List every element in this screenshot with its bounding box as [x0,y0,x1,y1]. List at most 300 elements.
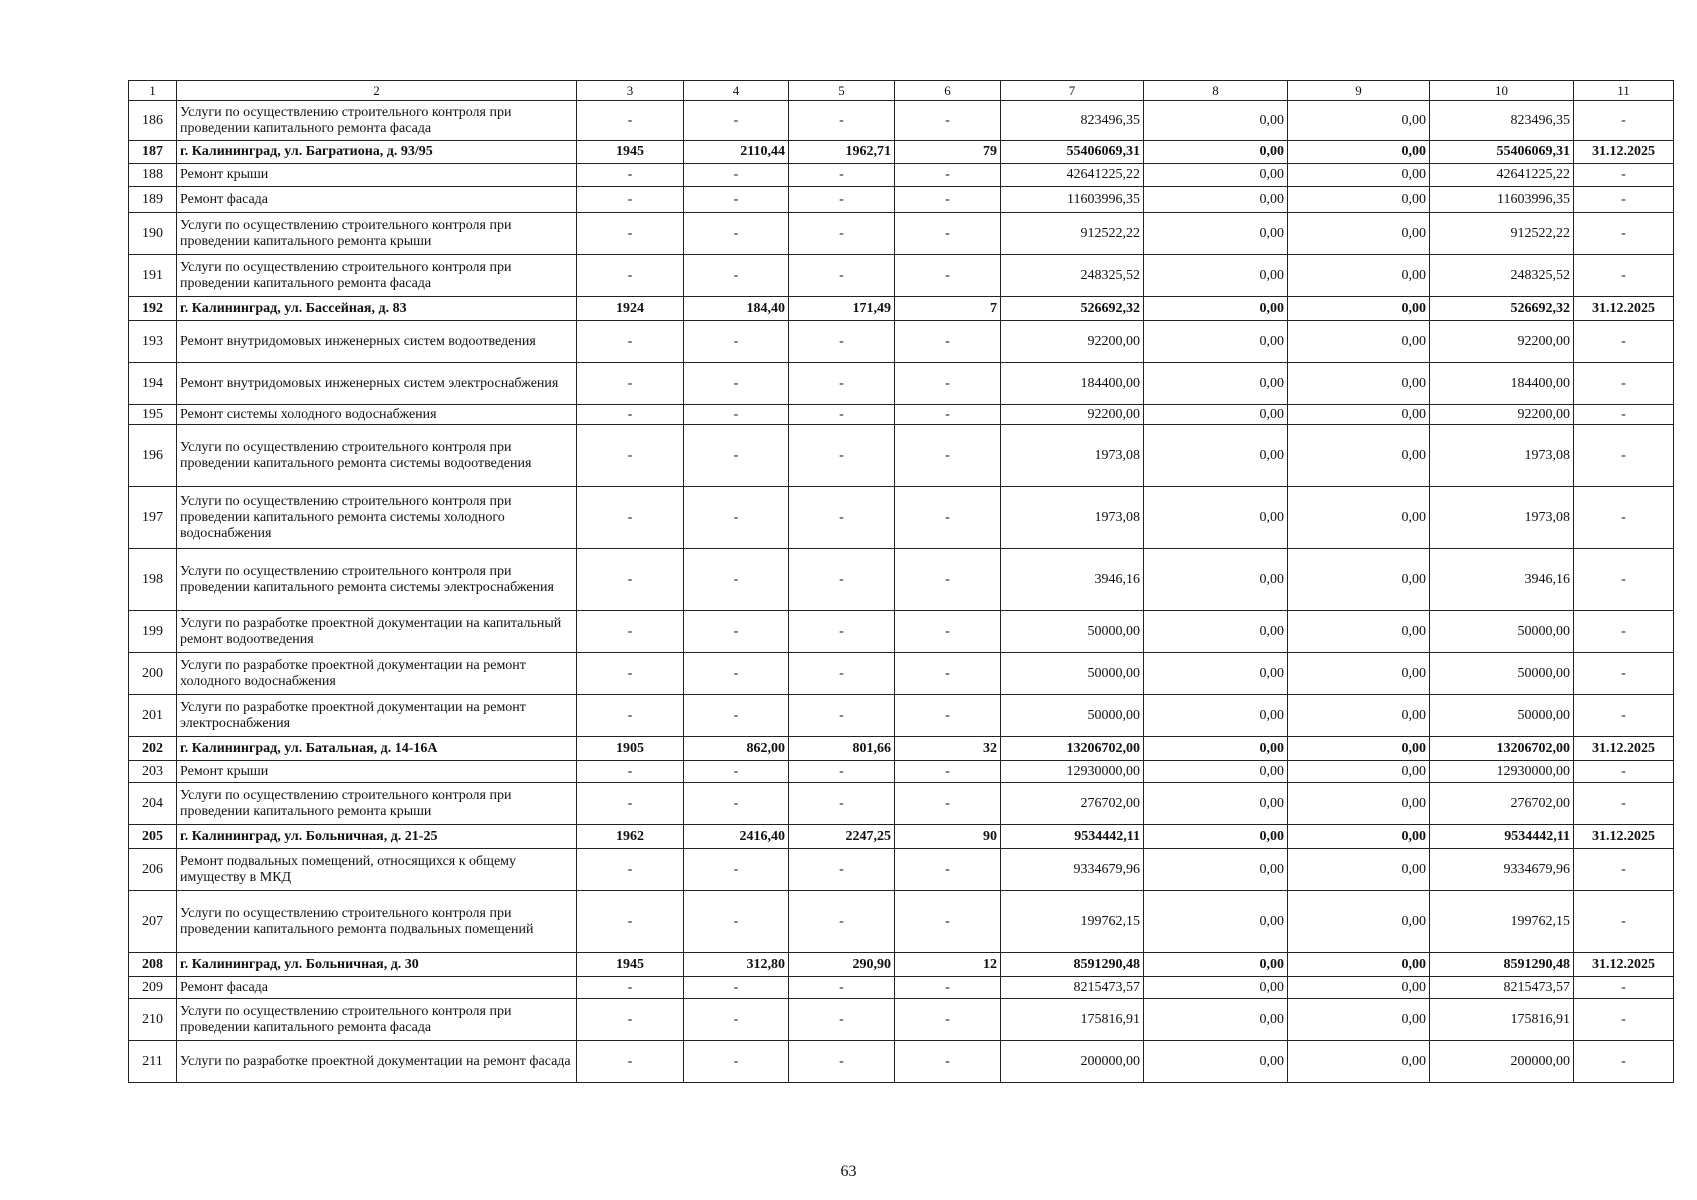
col-10-cell: 13206702,00 [1430,737,1574,761]
col-7-cell: 8591290,48 [1001,953,1144,977]
col-7-cell: 8215473,57 [1001,977,1144,999]
col-11-cell: - [1574,164,1674,187]
col-7-cell: 823496,35 [1001,101,1144,141]
col-6-cell: - [895,611,1001,653]
col-4-cell: - [684,487,789,549]
col-9-cell: 0,00 [1288,825,1430,849]
col-5-cell: - [789,101,895,141]
col-5-cell: - [789,977,895,999]
header-cell: 5 [789,81,895,101]
row-description: Услуги по осуществлению строительного контроля при проведении капитального ремонта крыши [177,783,577,825]
row-description: Ремонт системы холодного водоснабжения [177,405,577,425]
col-3-cell: - [577,783,684,825]
col-3-cell: 1905 [577,737,684,761]
col-8-cell: 0,00 [1144,761,1288,783]
header-cell: 2 [177,81,577,101]
col-11-cell: - [1574,425,1674,487]
col-4-cell: 312,80 [684,953,789,977]
col-7-cell: 199762,15 [1001,891,1144,953]
col-3-cell: 1962 [577,825,684,849]
col-7-cell: 9334679,96 [1001,849,1144,891]
col-3-cell: - [577,321,684,363]
col-7-cell: 55406069,31 [1001,141,1144,164]
row-number: 200 [129,653,177,695]
col-6-cell: - [895,891,1001,953]
col-3-cell: - [577,761,684,783]
table-row [129,761,1674,783]
col-7-cell: 92200,00 [1001,321,1144,363]
row-number: 209 [129,977,177,999]
col-11-cell: 31.12.2025 [1574,953,1674,977]
col-3-cell: - [577,549,684,611]
row-number: 208 [129,953,177,977]
col-11-cell: - [1574,487,1674,549]
col-8-cell: 0,00 [1144,611,1288,653]
col-3-cell: 1924 [577,297,684,321]
table-row [129,425,1674,487]
table-row [129,1041,1674,1083]
table-row [129,999,1674,1041]
col-5-cell: - [789,783,895,825]
table-body [129,81,1674,1083]
col-5-cell: - [789,425,895,487]
col-8-cell: 0,00 [1144,297,1288,321]
col-11-cell: - [1574,549,1674,611]
header-cell: 10 [1430,81,1574,101]
header-cell: 9 [1288,81,1430,101]
row-description: г. Калининград, ул. Бассейная, д. 83 [177,297,577,321]
col-9-cell: 0,00 [1288,213,1430,255]
col-10-cell: 912522,22 [1430,213,1574,255]
header-cell: 3 [577,81,684,101]
col-11-cell: - [1574,405,1674,425]
col-10-cell: 11603996,35 [1430,187,1574,213]
col-7-cell: 13206702,00 [1001,737,1144,761]
col-8-cell: 0,00 [1144,891,1288,953]
row-number: 193 [129,321,177,363]
col-6-cell: - [895,977,1001,999]
col-11-cell: - [1574,187,1674,213]
col-4-cell: - [684,891,789,953]
header-cell: 1 [129,81,177,101]
row-number: 206 [129,849,177,891]
row-number: 190 [129,213,177,255]
row-number: 202 [129,737,177,761]
col-8-cell: 0,00 [1144,101,1288,141]
col-3-cell: - [577,101,684,141]
row-description: Услуги по осуществлению строительного контроля при проведении капитального ремонта системы электроснабжения [177,549,577,611]
col-3-cell: - [577,487,684,549]
row-description: г. Калининград, ул. Багратиона, д. 93/95 [177,141,577,164]
col-10-cell: 175816,91 [1430,999,1574,1041]
table-row [129,695,1674,737]
col-3-cell: - [577,425,684,487]
row-description: Услуги по разработке проектной документации на ремонт электроснабжения [177,695,577,737]
row-description: Услуги по разработке проектной документации на ремонт фасада [177,1041,577,1083]
col-9-cell: 0,00 [1288,405,1430,425]
row-number: 203 [129,761,177,783]
row-number: 205 [129,825,177,849]
col-11-cell: - [1574,363,1674,405]
col-4-cell: - [684,1041,789,1083]
table-row [129,321,1674,363]
col-7-cell: 526692,32 [1001,297,1144,321]
col-3-cell: - [577,164,684,187]
col-9-cell: 0,00 [1288,695,1430,737]
row-number: 198 [129,549,177,611]
row-number: 207 [129,891,177,953]
col-9-cell: 0,00 [1288,101,1430,141]
col-9-cell: 0,00 [1288,999,1430,1041]
col-9-cell: 0,00 [1288,1041,1430,1083]
col-11-cell: - [1574,653,1674,695]
col-11-cell: 31.12.2025 [1574,297,1674,321]
col-10-cell: 50000,00 [1430,653,1574,695]
col-8-cell: 0,00 [1144,849,1288,891]
col-8-cell: 0,00 [1144,953,1288,977]
col-7-cell: 42641225,22 [1001,164,1144,187]
col-4-cell: - [684,653,789,695]
row-number: 189 [129,187,177,213]
col-5-cell: - [789,891,895,953]
col-6-cell: - [895,549,1001,611]
col-7-cell: 200000,00 [1001,1041,1144,1083]
col-9-cell: 0,00 [1288,953,1430,977]
row-description: Услуги по осуществлению строительного контроля при проведении капитального ремонта подвальных помещений [177,891,577,953]
row-description: Ремонт крыши [177,761,577,783]
col-10-cell: 50000,00 [1430,695,1574,737]
col-10-cell: 50000,00 [1430,611,1574,653]
col-4-cell: - [684,611,789,653]
row-description: Ремонт внутридомовых инженерных систем водоотведения [177,321,577,363]
col-11-cell: - [1574,321,1674,363]
col-9-cell: 0,00 [1288,297,1430,321]
col-4-cell: - [684,549,789,611]
row-description: Услуги по осуществлению строительного контроля при проведении капитального ремонта фасада [177,255,577,297]
col-6-cell: - [895,101,1001,141]
row-description: г. Калининград, ул. Батальная, д. 14-16А [177,737,577,761]
col-9-cell: 0,00 [1288,363,1430,405]
address-row [129,825,1674,849]
col-5-cell: 171,49 [789,297,895,321]
col-9-cell: 0,00 [1288,141,1430,164]
col-10-cell: 199762,15 [1430,891,1574,953]
row-description: Ремонт фасада [177,977,577,999]
col-6-cell: - [895,405,1001,425]
col-6-cell: - [895,213,1001,255]
table-row [129,891,1674,953]
col-4-cell: 2110,44 [684,141,789,164]
row-number: 204 [129,783,177,825]
row-number: 195 [129,405,177,425]
col-7-cell: 1973,08 [1001,425,1144,487]
col-3-cell: - [577,695,684,737]
row-description: Ремонт фасада [177,187,577,213]
col-10-cell: 823496,35 [1430,101,1574,141]
col-6-cell: - [895,164,1001,187]
col-5-cell: - [789,363,895,405]
col-10-cell: 9334679,96 [1430,849,1574,891]
col-9-cell: 0,00 [1288,549,1430,611]
table-row [129,101,1674,141]
col-11-cell: - [1574,999,1674,1041]
col-4-cell: - [684,164,789,187]
header-cell: 11 [1574,81,1674,101]
col-8-cell: 0,00 [1144,825,1288,849]
col-10-cell: 200000,00 [1430,1041,1574,1083]
col-3-cell: - [577,213,684,255]
col-7-cell: 248325,52 [1001,255,1144,297]
col-3-cell: 1945 [577,953,684,977]
col-3-cell: - [577,977,684,999]
col-9-cell: 0,00 [1288,487,1430,549]
col-4-cell: 184,40 [684,297,789,321]
row-description: Услуги по разработке проектной документации на ремонт холодного водоснабжения [177,653,577,695]
col-8-cell: 0,00 [1144,1041,1288,1083]
col-9-cell: 0,00 [1288,255,1430,297]
col-4-cell: - [684,977,789,999]
col-7-cell: 175816,91 [1001,999,1144,1041]
col-11-cell: 31.12.2025 [1574,737,1674,761]
col-7-cell: 276702,00 [1001,783,1144,825]
col-11-cell: - [1574,849,1674,891]
col-3-cell: - [577,611,684,653]
header-cell: 6 [895,81,1001,101]
col-8-cell: 0,00 [1144,363,1288,405]
col-5-cell: - [789,187,895,213]
row-description: г. Калининград, ул. Больничная, д. 30 [177,953,577,977]
col-5-cell: 801,66 [789,737,895,761]
row-number: 210 [129,999,177,1041]
table-row [129,405,1674,425]
col-10-cell: 276702,00 [1430,783,1574,825]
col-3-cell: - [577,1041,684,1083]
row-description: Ремонт внутридомовых инженерных систем электроснабжения [177,363,577,405]
col-9-cell: 0,00 [1288,611,1430,653]
col-6-cell: 79 [895,141,1001,164]
table-row [129,487,1674,549]
table-row [129,255,1674,297]
col-5-cell: 290,90 [789,953,895,977]
col-11-cell: - [1574,213,1674,255]
col-4-cell: - [684,321,789,363]
col-9-cell: 0,00 [1288,783,1430,825]
col-4-cell: - [684,425,789,487]
col-4-cell: - [684,187,789,213]
col-7-cell: 1973,08 [1001,487,1144,549]
col-10-cell: 8215473,57 [1430,977,1574,999]
col-3-cell: 1945 [577,141,684,164]
col-6-cell: 7 [895,297,1001,321]
col-3-cell: - [577,187,684,213]
col-8-cell: 0,00 [1144,783,1288,825]
table-row [129,363,1674,405]
table-row [129,653,1674,695]
col-5-cell: - [789,213,895,255]
col-5-cell: - [789,999,895,1041]
col-8-cell: 0,00 [1144,977,1288,999]
col-6-cell: - [895,783,1001,825]
col-4-cell: - [684,363,789,405]
address-row [129,141,1674,164]
col-10-cell: 12930000,00 [1430,761,1574,783]
col-10-cell: 92200,00 [1430,321,1574,363]
col-8-cell: 0,00 [1144,405,1288,425]
col-6-cell: 90 [895,825,1001,849]
col-8-cell: 0,00 [1144,549,1288,611]
table-row [129,164,1674,187]
table-row [129,977,1674,999]
row-number: 211 [129,1041,177,1083]
col-6-cell: - [895,255,1001,297]
col-10-cell: 1973,08 [1430,487,1574,549]
col-11-cell: - [1574,101,1674,141]
col-7-cell: 912522,22 [1001,213,1144,255]
col-5-cell: - [789,1041,895,1083]
col-3-cell: - [577,653,684,695]
col-5-cell: - [789,849,895,891]
row-description: Услуги по разработке проектной документации на капитальный ремонт водоотведения [177,611,577,653]
col-8-cell: 0,00 [1144,321,1288,363]
col-8-cell: 0,00 [1144,999,1288,1041]
col-3-cell: - [577,363,684,405]
col-5-cell: - [789,321,895,363]
col-10-cell: 3946,16 [1430,549,1574,611]
col-8-cell: 0,00 [1144,425,1288,487]
row-number: 188 [129,164,177,187]
column-number-header [129,81,1674,101]
col-11-cell: 31.12.2025 [1574,825,1674,849]
col-3-cell: - [577,405,684,425]
col-5-cell: - [789,653,895,695]
col-8-cell: 0,00 [1144,141,1288,164]
col-7-cell: 50000,00 [1001,695,1144,737]
col-7-cell: 184400,00 [1001,363,1144,405]
col-6-cell: - [895,695,1001,737]
col-10-cell: 92200,00 [1430,405,1574,425]
col-10-cell: 1973,08 [1430,425,1574,487]
col-4-cell: - [684,695,789,737]
col-6-cell: - [895,363,1001,405]
row-description: Ремонт крыши [177,164,577,187]
header-cell: 4 [684,81,789,101]
page-number: 63 [840,1163,857,1180]
col-8-cell: 0,00 [1144,695,1288,737]
col-7-cell: 92200,00 [1001,405,1144,425]
row-number: 194 [129,363,177,405]
address-row [129,297,1674,321]
header-cell: 7 [1001,81,1144,101]
row-description: Услуги по осуществлению строительного контроля при проведении капитального ремонта системы холодного водоснабжения [177,487,577,549]
col-6-cell: - [895,187,1001,213]
col-9-cell: 0,00 [1288,761,1430,783]
col-7-cell: 3946,16 [1001,549,1144,611]
col-9-cell: 0,00 [1288,737,1430,761]
col-4-cell: - [684,101,789,141]
col-8-cell: 0,00 [1144,187,1288,213]
col-6-cell: 12 [895,953,1001,977]
row-number: 187 [129,141,177,164]
col-7-cell: 11603996,35 [1001,187,1144,213]
col-8-cell: 0,00 [1144,213,1288,255]
row-number: 201 [129,695,177,737]
col-10-cell: 42641225,22 [1430,164,1574,187]
address-row [129,953,1674,977]
col-3-cell: - [577,999,684,1041]
table-row [129,783,1674,825]
col-6-cell: - [895,425,1001,487]
row-description: г. Калининград, ул. Больничная, д. 21-25 [177,825,577,849]
col-10-cell: 526692,32 [1430,297,1574,321]
col-4-cell: - [684,255,789,297]
row-description: Ремонт подвальных помещений, относящихся к общему имуществу в МКД [177,849,577,891]
col-5-cell: - [789,405,895,425]
table-row [129,611,1674,653]
col-11-cell: - [1574,761,1674,783]
col-10-cell: 9534442,11 [1430,825,1574,849]
col-9-cell: 0,00 [1288,425,1430,487]
col-4-cell: - [684,213,789,255]
col-7-cell: 50000,00 [1001,653,1144,695]
col-11-cell: 31.12.2025 [1574,141,1674,164]
col-4-cell: 2416,40 [684,825,789,849]
col-6-cell: - [895,849,1001,891]
header-cell: 8 [1144,81,1288,101]
col-3-cell: - [577,891,684,953]
col-6-cell: - [895,487,1001,549]
col-6-cell: - [895,761,1001,783]
capital-repair-table [128,80,1674,1083]
col-5-cell: - [789,549,895,611]
col-5-cell: - [789,487,895,549]
col-10-cell: 248325,52 [1430,255,1574,297]
col-11-cell: - [1574,255,1674,297]
col-5-cell: - [789,164,895,187]
col-5-cell: - [789,761,895,783]
col-9-cell: 0,00 [1288,977,1430,999]
col-10-cell: 8591290,48 [1430,953,1574,977]
row-number: 192 [129,297,177,321]
col-5-cell: 2247,25 [789,825,895,849]
address-row [129,737,1674,761]
col-5-cell: - [789,255,895,297]
col-3-cell: - [577,849,684,891]
col-11-cell: - [1574,695,1674,737]
col-4-cell: - [684,999,789,1041]
table-row [129,187,1674,213]
col-8-cell: 0,00 [1144,255,1288,297]
row-description: Услуги по осуществлению строительного контроля при проведении капитального ремонта системы водоотведения [177,425,577,487]
col-3-cell: - [577,255,684,297]
row-description: Услуги по осуществлению строительного контроля при проведении капитального ремонта крыши [177,213,577,255]
col-4-cell: - [684,405,789,425]
col-9-cell: 0,00 [1288,653,1430,695]
row-description: Услуги по осуществлению строительного контроля при проведении капитального ремонта фасада [177,101,577,141]
col-4-cell: - [684,783,789,825]
table-row [129,213,1674,255]
col-8-cell: 0,00 [1144,487,1288,549]
col-8-cell: 0,00 [1144,737,1288,761]
table-row [129,549,1674,611]
col-9-cell: 0,00 [1288,164,1430,187]
col-4-cell: - [684,761,789,783]
row-number: 191 [129,255,177,297]
col-10-cell: 184400,00 [1430,363,1574,405]
col-11-cell: - [1574,891,1674,953]
col-7-cell: 12930000,00 [1001,761,1144,783]
col-7-cell: 50000,00 [1001,611,1144,653]
col-6-cell: - [895,1041,1001,1083]
